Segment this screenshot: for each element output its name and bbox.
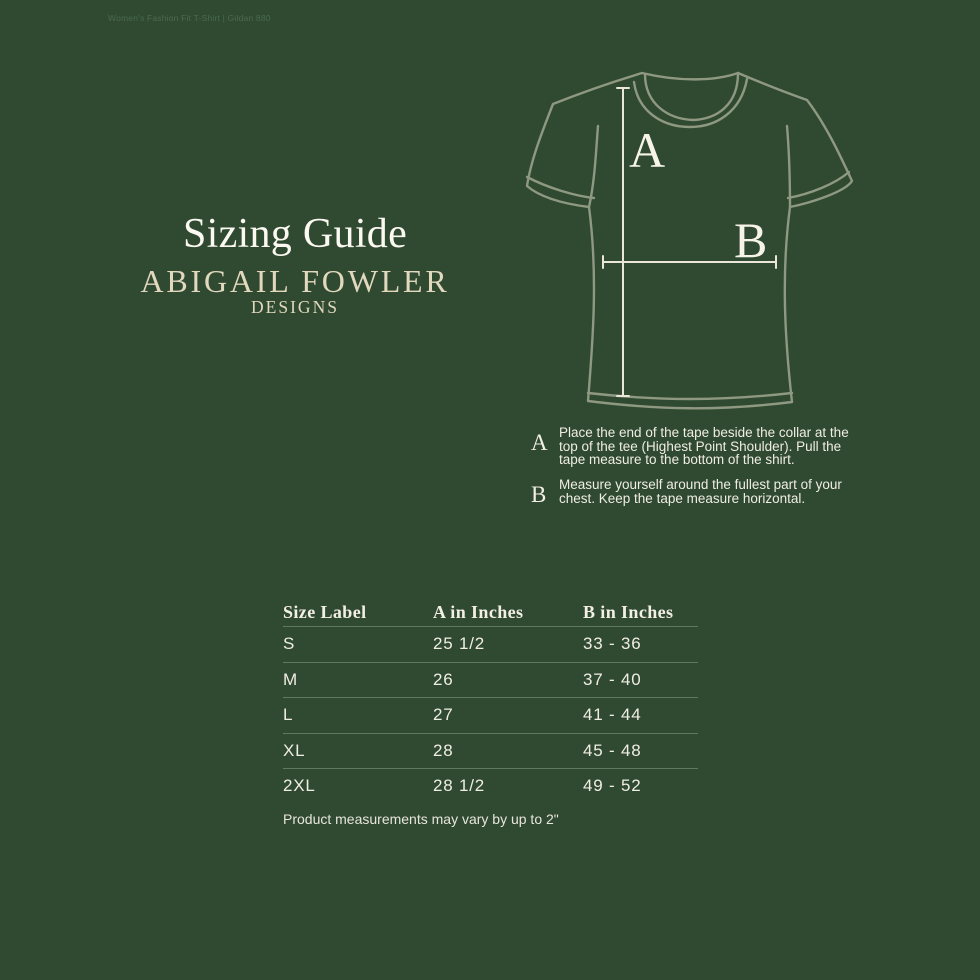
- table-row: [283, 734, 698, 770]
- header-size-label: Size Label: [283, 601, 367, 622]
- header-a-inches: A in Inches: [433, 601, 524, 622]
- cell-b: 45 - 48: [583, 740, 642, 760]
- disclaimer: Product measurements may vary by up to 2": [283, 811, 559, 827]
- cell-size: 2XL: [283, 776, 316, 796]
- t-shirt-outline-icon: [527, 73, 852, 408]
- product-name: Women's Fashion Fit T-Shirt | Gildan 880: [108, 13, 271, 23]
- cell-b: 37 - 40: [583, 669, 642, 689]
- size-table: [283, 598, 698, 804]
- table-header: [283, 598, 698, 627]
- cell-size: S: [283, 634, 296, 654]
- label-a: A: [629, 122, 666, 178]
- cell-b: 33 - 36: [583, 634, 642, 654]
- cell-a: 27: [433, 705, 454, 725]
- cell-a: 25 1/2: [433, 634, 486, 654]
- cell-size: M: [283, 669, 298, 689]
- cell-b: 49 - 52: [583, 776, 642, 796]
- legend-key-b: B: [531, 482, 547, 507]
- cell-size: L: [283, 705, 294, 725]
- legend-text-a: Place the end of the tape beside the collar at the top of the tee (Highest Point Shoulder). Pull the tape measure to the bottom of the shirt.: [559, 425, 849, 467]
- table-row: [283, 663, 698, 699]
- header-b-inches: B in Inches: [583, 601, 674, 622]
- legend-item-a: [531, 426, 871, 467]
- table-row: [283, 627, 698, 663]
- cell-a: 26: [433, 669, 454, 689]
- legend-key-a: A: [531, 430, 548, 455]
- brand-name: ABIGAIL FOWLER: [140, 263, 450, 299]
- brand-subtitle: DESIGNS: [251, 297, 339, 317]
- table-row: [283, 769, 698, 804]
- label-b: B: [734, 212, 768, 268]
- table-row: [283, 698, 698, 734]
- cell-b: 41 - 44: [583, 705, 642, 725]
- cell-size: XL: [283, 740, 306, 760]
- cell-a: 28: [433, 740, 454, 760]
- page-title: Sizing Guide: [182, 211, 408, 257]
- cell-a: 28 1/2: [433, 776, 486, 796]
- legend-text-b: Measure yourself around the fullest part of your chest. Keep the tape measure horizontal.: [559, 477, 842, 506]
- measure-line-a: [617, 88, 629, 396]
- legend-item-b: [531, 478, 871, 508]
